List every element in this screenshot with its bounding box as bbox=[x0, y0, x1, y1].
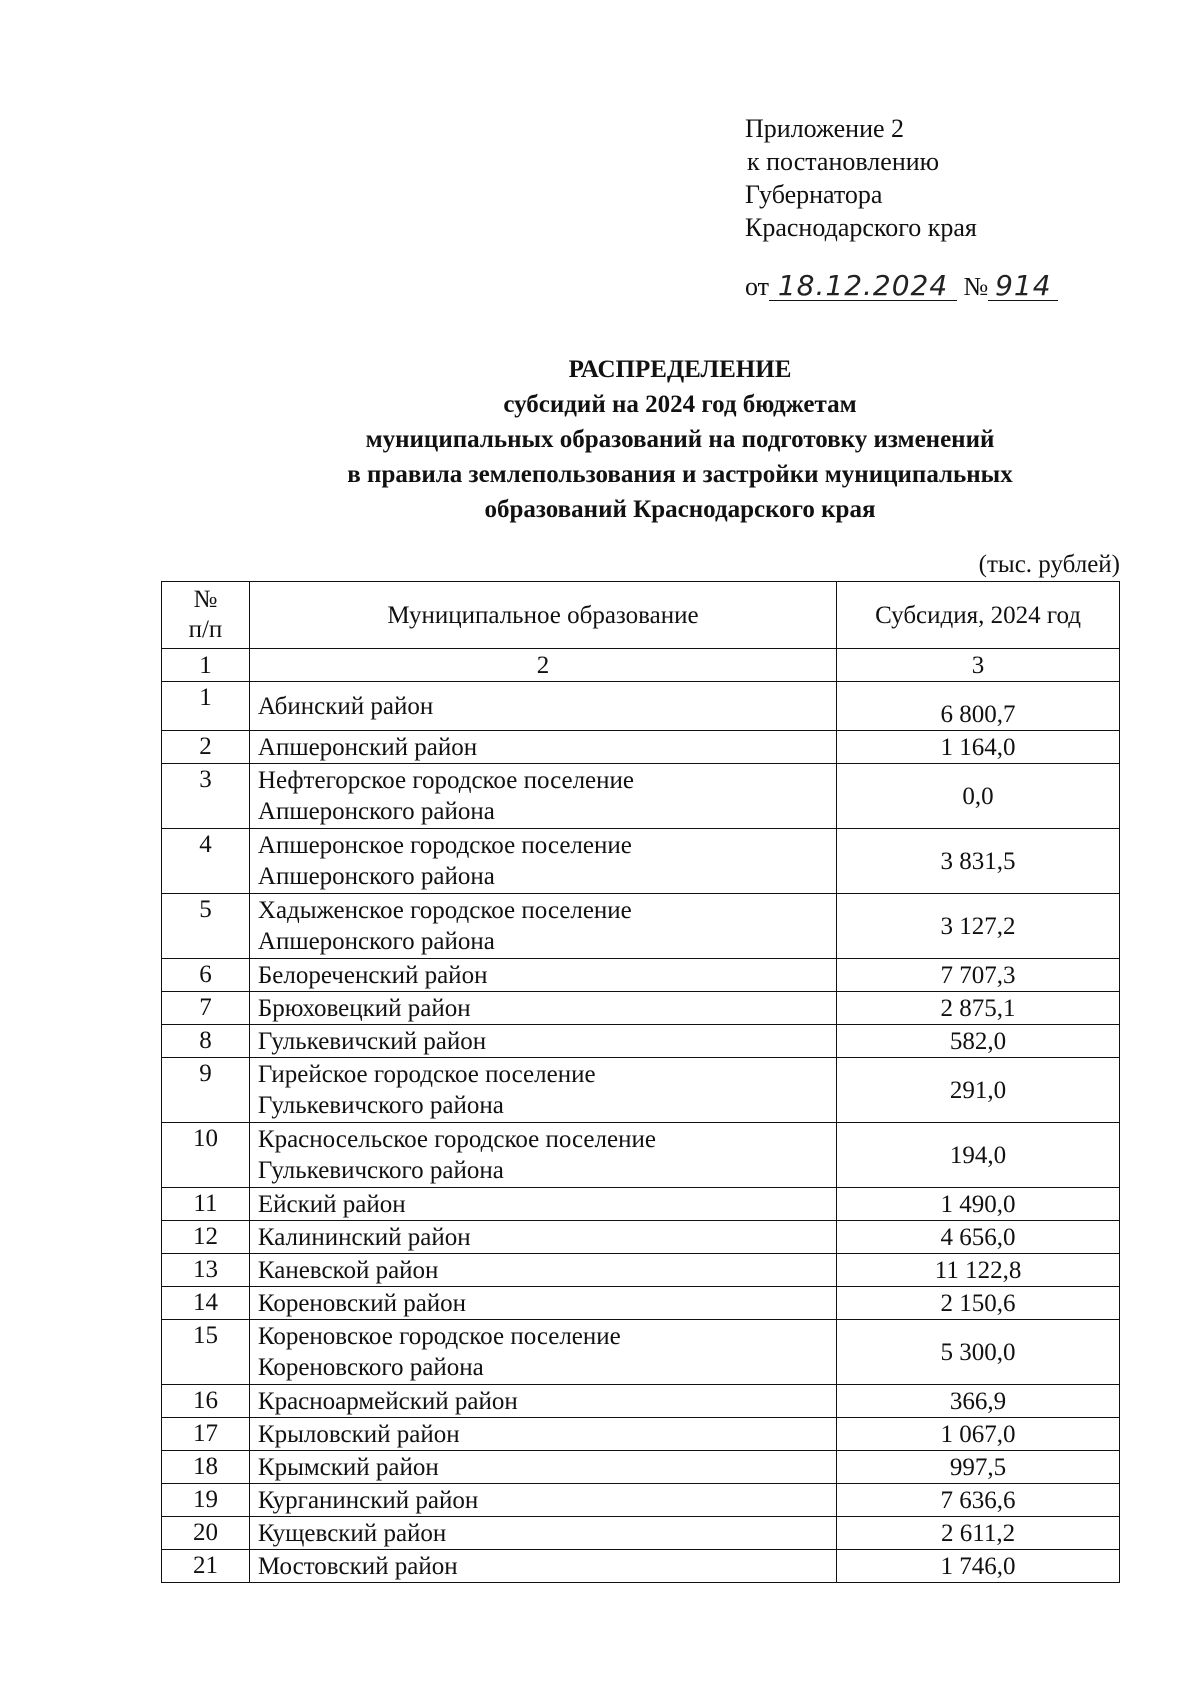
row-number: 8 bbox=[162, 1025, 250, 1058]
row-municipality bbox=[249, 1221, 836, 1254]
title-line-3: муниципальных образований на подготовку изменений bbox=[365, 426, 995, 453]
row-subsidy-value: 2 611,2 bbox=[837, 1517, 1120, 1550]
row-number: 15 bbox=[162, 1320, 250, 1385]
row-number: 5 bbox=[162, 894, 250, 959]
row-subsidy-value: 7 707,3 bbox=[837, 959, 1120, 992]
row-subsidy-value: 0,0 bbox=[837, 764, 1120, 829]
annex-line-1: Приложение 2 bbox=[745, 114, 905, 143]
row-municipality bbox=[249, 1550, 836, 1583]
row-municipality bbox=[249, 731, 836, 764]
row-municipality bbox=[249, 894, 836, 959]
row-subsidy-value: 11 122,8 bbox=[837, 1254, 1120, 1287]
header-municipality: Муниципальное образование bbox=[249, 582, 836, 649]
row-municipality bbox=[249, 1058, 836, 1123]
table-row bbox=[162, 731, 1120, 764]
row-subsidy-value: 4 656,0 bbox=[837, 1221, 1120, 1254]
column-index-cell: 1 bbox=[162, 649, 250, 682]
table-row bbox=[162, 1517, 1120, 1550]
row-number: 6 bbox=[162, 959, 250, 992]
row-subsidy-value: 2 150,6 bbox=[837, 1287, 1120, 1320]
municipality-line-1: Нефтегорское городское поселение bbox=[257, 767, 635, 794]
row-municipality bbox=[249, 1287, 836, 1320]
row-municipality bbox=[249, 1320, 836, 1385]
municipality-line-2: Апшеронского района bbox=[257, 863, 495, 890]
table-row bbox=[162, 1188, 1120, 1221]
row-municipality bbox=[249, 959, 836, 992]
row-number: 18 bbox=[162, 1451, 250, 1484]
row-subsidy-value: 997,5 bbox=[837, 1451, 1120, 1484]
municipality-line-2: Кореновского района bbox=[257, 1354, 484, 1381]
municipality-line-2: Гулькевичского района bbox=[257, 1157, 504, 1184]
column-index-row bbox=[162, 649, 1120, 682]
title-line-2: субсидий на 2024 год бюджетам bbox=[503, 391, 857, 418]
table-row bbox=[162, 1025, 1120, 1058]
distribution-table bbox=[161, 581, 1120, 1583]
annex-line-2: к постановлению bbox=[747, 147, 940, 176]
municipality-line-2: Гулькевичского района bbox=[257, 1092, 504, 1119]
row-number: 4 bbox=[162, 829, 250, 894]
row-subsidy-value: 5 300,0 bbox=[837, 1320, 1120, 1385]
annex-block bbox=[745, 112, 977, 244]
row-number: 14 bbox=[162, 1287, 250, 1320]
table-header-row bbox=[162, 582, 1120, 649]
decree-line bbox=[745, 270, 1058, 304]
row-number: 13 bbox=[162, 1254, 250, 1287]
municipality-line-1: Апшеронское городское поселение bbox=[257, 832, 632, 859]
municipality-line-1: Брюховецкий район bbox=[257, 994, 471, 1022]
table-row bbox=[162, 829, 1120, 894]
row-municipality bbox=[249, 992, 836, 1025]
row-number: 10 bbox=[162, 1123, 250, 1188]
row-municipality bbox=[249, 1418, 836, 1451]
row-municipality bbox=[249, 1385, 836, 1418]
row-subsidy-value: 366,9 bbox=[837, 1385, 1120, 1418]
row-subsidy-value: 194,0 bbox=[837, 1123, 1120, 1188]
row-municipality bbox=[249, 1188, 836, 1221]
units-note: (тыс. рублей) bbox=[978, 551, 1120, 578]
row-subsidy-value: 2 875,1 bbox=[837, 992, 1120, 1025]
header-num-line-1: № bbox=[193, 586, 218, 613]
municipality-line-1: Абинский район bbox=[257, 692, 434, 720]
row-subsidy-value: 1 746,0 bbox=[837, 1550, 1120, 1583]
municipality-line-1: Крымский район bbox=[257, 1453, 439, 1481]
decree-number: 914 bbox=[988, 272, 1058, 301]
table-row bbox=[162, 992, 1120, 1025]
municipality-line-1: Калининский район bbox=[257, 1223, 471, 1251]
table-row bbox=[162, 894, 1120, 959]
table-row bbox=[162, 1254, 1120, 1287]
header-num-line-2: п/п bbox=[188, 616, 223, 643]
municipality-line-2: Апшеронского района bbox=[257, 928, 495, 955]
table-row bbox=[162, 1221, 1120, 1254]
table-row bbox=[162, 1123, 1120, 1188]
municipality-line-1: Кущевский район bbox=[257, 1519, 447, 1547]
table-row bbox=[162, 682, 1120, 731]
title-line-1: РАСПРЕДЕЛЕНИЕ bbox=[568, 356, 792, 383]
table-row bbox=[162, 1320, 1120, 1385]
table-row bbox=[162, 764, 1120, 829]
municipality-line-2: Апшеронского района bbox=[257, 798, 495, 825]
row-subsidy-value: 1 067,0 bbox=[837, 1418, 1120, 1451]
row-municipality bbox=[249, 1484, 836, 1517]
column-index-cell: 2 bbox=[249, 649, 836, 682]
row-number: 1 bbox=[162, 682, 250, 731]
row-municipality bbox=[249, 1254, 836, 1287]
row-municipality bbox=[249, 764, 836, 829]
decree-date: 18.12.2024 bbox=[769, 272, 957, 301]
header-num bbox=[162, 582, 250, 649]
annex-line-4: Краснодарского края bbox=[745, 213, 977, 242]
row-municipality bbox=[249, 1517, 836, 1550]
row-number: 21 bbox=[162, 1550, 250, 1583]
municipality-line-1: Апшеронский район bbox=[257, 733, 478, 761]
row-subsidy-value: 3 831,5 bbox=[837, 829, 1120, 894]
row-subsidy-value: 6 800,7 bbox=[837, 682, 1120, 731]
table-row bbox=[162, 959, 1120, 992]
table-row bbox=[162, 1287, 1120, 1320]
municipality-line-1: Кореновское городское поселение bbox=[257, 1323, 621, 1350]
municipality-line-1: Каневской район bbox=[257, 1256, 439, 1284]
municipality-line-1: Белореченский район bbox=[257, 961, 488, 989]
decree-from-label: от bbox=[745, 272, 770, 301]
row-municipality bbox=[249, 829, 836, 894]
row-number: 12 bbox=[162, 1221, 250, 1254]
row-subsidy-value: 1 490,0 bbox=[837, 1188, 1120, 1221]
row-subsidy-value: 3 127,2 bbox=[837, 894, 1120, 959]
row-number: 11 bbox=[162, 1188, 250, 1221]
table-row bbox=[162, 1451, 1120, 1484]
row-number: 17 bbox=[162, 1418, 250, 1451]
row-municipality bbox=[249, 1123, 836, 1188]
municipality-line-1: Курганинский район bbox=[257, 1486, 479, 1514]
table-row bbox=[162, 1484, 1120, 1517]
table-row bbox=[162, 1418, 1120, 1451]
row-municipality bbox=[249, 1451, 836, 1484]
row-number: 16 bbox=[162, 1385, 250, 1418]
municipality-line-1: Красносельское городское поселение bbox=[257, 1126, 656, 1153]
municipality-line-1: Гирейское городское поселение bbox=[257, 1061, 596, 1088]
municipality-line-1: Кореновский район bbox=[257, 1289, 467, 1317]
row-number: 20 bbox=[162, 1517, 250, 1550]
row-number: 2 bbox=[162, 731, 250, 764]
row-municipality bbox=[249, 682, 836, 731]
row-subsidy-value: 1 164,0 bbox=[837, 731, 1120, 764]
municipality-line-1: Крыловский район bbox=[257, 1420, 460, 1448]
table-row bbox=[162, 1550, 1120, 1583]
document-title bbox=[150, 352, 1200, 527]
row-subsidy-value: 291,0 bbox=[837, 1058, 1120, 1123]
annex-line-3: Губернатора bbox=[745, 180, 883, 209]
row-subsidy-value: 582,0 bbox=[837, 1025, 1120, 1058]
municipality-line-1: Гулькевичский район bbox=[257, 1027, 487, 1055]
title-line-4: в правила землепользования и застройки муниципальных bbox=[347, 461, 1013, 488]
row-subsidy-value: 7 636,6 bbox=[837, 1484, 1120, 1517]
header-subsidy: Субсидия, 2024 год bbox=[837, 582, 1120, 649]
row-municipality bbox=[249, 1025, 836, 1058]
municipality-line-1: Хадыженское городское поселение bbox=[257, 897, 632, 924]
table-row bbox=[162, 1058, 1120, 1123]
municipality-line-1: Мостовский район bbox=[257, 1552, 458, 1580]
municipality-line-1: Красноармейский район bbox=[257, 1387, 518, 1415]
title-line-5: образований Краснодарского края bbox=[484, 496, 876, 523]
row-number: 7 bbox=[162, 992, 250, 1025]
decree-number-label: № bbox=[963, 272, 989, 301]
row-number: 3 bbox=[162, 764, 250, 829]
column-index-cell: 3 bbox=[837, 649, 1120, 682]
table-row bbox=[162, 1385, 1120, 1418]
row-number: 19 bbox=[162, 1484, 250, 1517]
row-number: 9 bbox=[162, 1058, 250, 1123]
municipality-line-1: Ейский район bbox=[257, 1190, 406, 1218]
